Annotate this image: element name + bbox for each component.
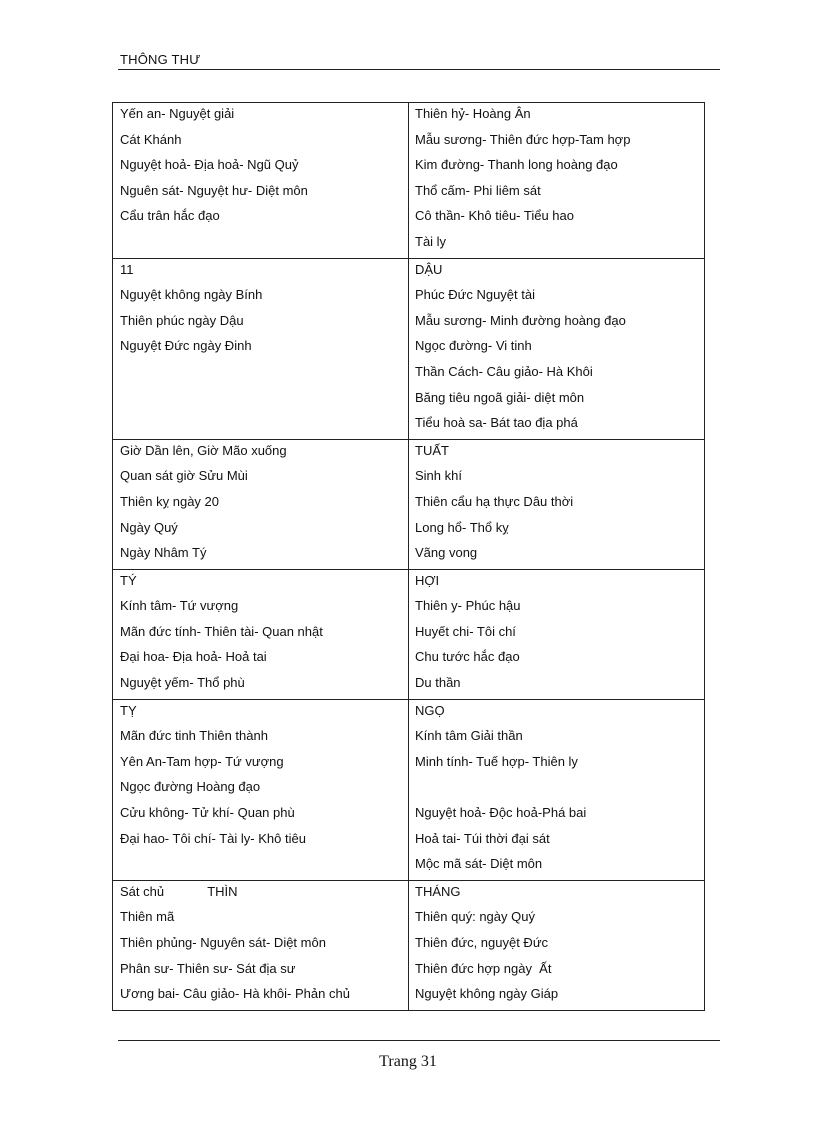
table-row <box>113 881 704 1011</box>
cell-line: Băng tiêu ngoã giải- diệt môn <box>415 389 585 405</box>
cell-line: Kim đường- Thanh long hoàng đạo <box>415 157 618 173</box>
cell-line: Cửu không- Tử khí- Quan phù <box>120 805 295 821</box>
cell-line: Mãn đức tinh Thiên thành <box>120 728 268 744</box>
cell-line: HỢI <box>415 572 440 588</box>
cell-line: Cát Khánh <box>120 131 182 147</box>
cell-line: Ương bai- Câu giảo- Hà khôi- Phản chủ <box>120 986 350 1002</box>
cell-line: Kính tâm Giải thần <box>415 728 523 744</box>
cell-line <box>120 854 408 880</box>
cell-line: Mẫu sương- Thiên đức hợp-Tam hợp <box>415 131 631 147</box>
cell-line: Thiên cẩu hạ thực Dâu thời <box>415 493 574 509</box>
cell-line: Yến an- Nguyệt giải <box>120 106 235 121</box>
cell-line: Sinh khí <box>415 468 462 484</box>
cell-line: Tiểu hoà sa- Bát tao địa phá <box>415 415 578 431</box>
table-cell-right <box>409 881 704 1010</box>
cell-line: Ngọc đường- Vi tinh <box>415 338 532 354</box>
cell-line: Long hổ- Thổ kỵ <box>415 519 509 535</box>
cell-line: Phân sư- Thiên sư- Sát địa sư <box>120 960 296 976</box>
cell-line: Thần Cách- Câu giảo- Hà Khôi <box>415 363 593 379</box>
cell-line: THÁNG <box>415 883 461 899</box>
cell-line: Nguyệt không ngày Giáp <box>415 986 559 1002</box>
cell-line: Mộc mã sát- Diệt môn <box>415 856 543 872</box>
cell-line: Thiên y- Phúc hậu <box>415 598 521 614</box>
table-row <box>113 440 704 570</box>
table-row <box>113 700 704 881</box>
page-header-title: THÔNG THƯ <box>120 52 201 67</box>
cell-line: Cô thần- Khô tiêu- Tiểu hao <box>415 208 574 224</box>
footer-divider <box>118 1040 720 1041</box>
cell-line: Hoả tai- Túi thời đại sát <box>415 830 550 846</box>
cell-line: Sát chủ THÌN <box>120 883 238 899</box>
cell-line: Quan sát giờ Sửu Mùi <box>120 468 248 484</box>
table-row <box>113 259 704 440</box>
cell-line <box>415 777 704 803</box>
table-cell-left <box>113 700 409 880</box>
cell-line: Minh tính- Tuế hợp- Thiên ly <box>415 753 578 769</box>
page-number: Trang 31 <box>379 1053 437 1070</box>
cell-line: Thổ cấm- Phi liêm sát <box>415 182 541 198</box>
table-cell-right <box>409 259 704 439</box>
cell-line: Mãn đức tính- Thiên tài- Quan nhật <box>120 623 323 639</box>
table-cell-left <box>113 259 409 439</box>
cell-line <box>120 413 408 439</box>
cell-line: Yên An-Tam hợp- Tứ vượng <box>120 753 284 769</box>
cell-line: Huyết chi- Tôi chí <box>415 623 516 639</box>
cell-line: Thiên phúc ngày Dậu <box>120 312 244 328</box>
cell-line: Du thần <box>415 675 461 691</box>
cell-line: 11 <box>120 261 134 277</box>
table-cell-right <box>409 700 704 880</box>
cell-line: Kính tâm- Tứ vượng <box>120 598 239 614</box>
cell-line: Nguyệt không ngày Bính <box>120 287 263 303</box>
cell-line: Chu tước hắc đạo <box>415 649 520 665</box>
cell-line: Cẩu trân hắc đạo <box>120 208 220 224</box>
cell-line: Nguyệt yếm- Thổ phù <box>120 675 245 691</box>
cell-line: TÝ <box>120 572 137 588</box>
content-table <box>112 102 705 1011</box>
table-row <box>113 103 704 259</box>
cell-line: Thiên đức hợp ngày Ất <box>415 960 552 976</box>
cell-line <box>120 362 408 388</box>
cell-line: Đại hoa- Địa hoả- Hoả tai <box>120 649 267 665</box>
cell-line: Thiên hỷ- Hoàng Ân <box>415 106 531 121</box>
cell-line: NGỌ <box>415 702 445 718</box>
cell-line: Ngày Nhâm Tý <box>120 545 207 561</box>
cell-line <box>120 388 408 414</box>
cell-line: Ngày Quý <box>120 519 178 535</box>
table-cell-right <box>409 440 704 569</box>
cell-line: Nguyệt hoả- Địa hoả- Ngũ Quỷ <box>120 157 299 173</box>
cell-line: Thiên quý: ngày Quý <box>415 909 535 925</box>
cell-line: Giờ Dần lên, Giờ Mão xuống <box>120 442 287 458</box>
cell-line: Thiên phủng- Nguyên sát- Diệt môn <box>120 935 326 950</box>
cell-line: Tài ly <box>415 233 447 249</box>
cell-line <box>120 232 408 258</box>
cell-line: Vãng vong <box>415 545 478 561</box>
cell-line: Nguyệt hoả- Độc hoả-Phá bai <box>415 805 587 821</box>
cell-line: Thiên đức, nguyệt Đức <box>415 935 549 950</box>
cell-line: Ngọc đường Hoàng đạo <box>120 779 261 795</box>
table-row <box>113 570 704 700</box>
cell-line: Phúc Đức Nguyệt tài <box>415 287 535 303</box>
table-cell-left <box>113 440 409 569</box>
table-cell-left <box>113 570 409 699</box>
cell-line: Thiên kỵ ngày 20 <box>120 493 220 509</box>
cell-line: Nguyệt Đức ngày Đinh <box>120 338 252 354</box>
cell-line: Thiên mã <box>120 909 175 925</box>
cell-line: Mẫu sương- Minh đường hoàng đạo <box>415 312 626 328</box>
table-cell-right <box>409 570 704 699</box>
cell-line: TUẤT <box>415 442 449 458</box>
cell-line: DẬU <box>415 261 443 277</box>
cell-line: TỴ <box>120 702 137 718</box>
cell-line: Đại hao- Tôi chí- Tài ly- Khô tiêu <box>120 830 306 846</box>
table-cell-left <box>113 103 409 258</box>
header-divider <box>118 69 720 70</box>
table-cell-left <box>113 881 409 1010</box>
cell-line: Nguên sát- Nguyệt hư- Diệt môn <box>120 182 308 198</box>
table-cell-right <box>409 103 704 258</box>
